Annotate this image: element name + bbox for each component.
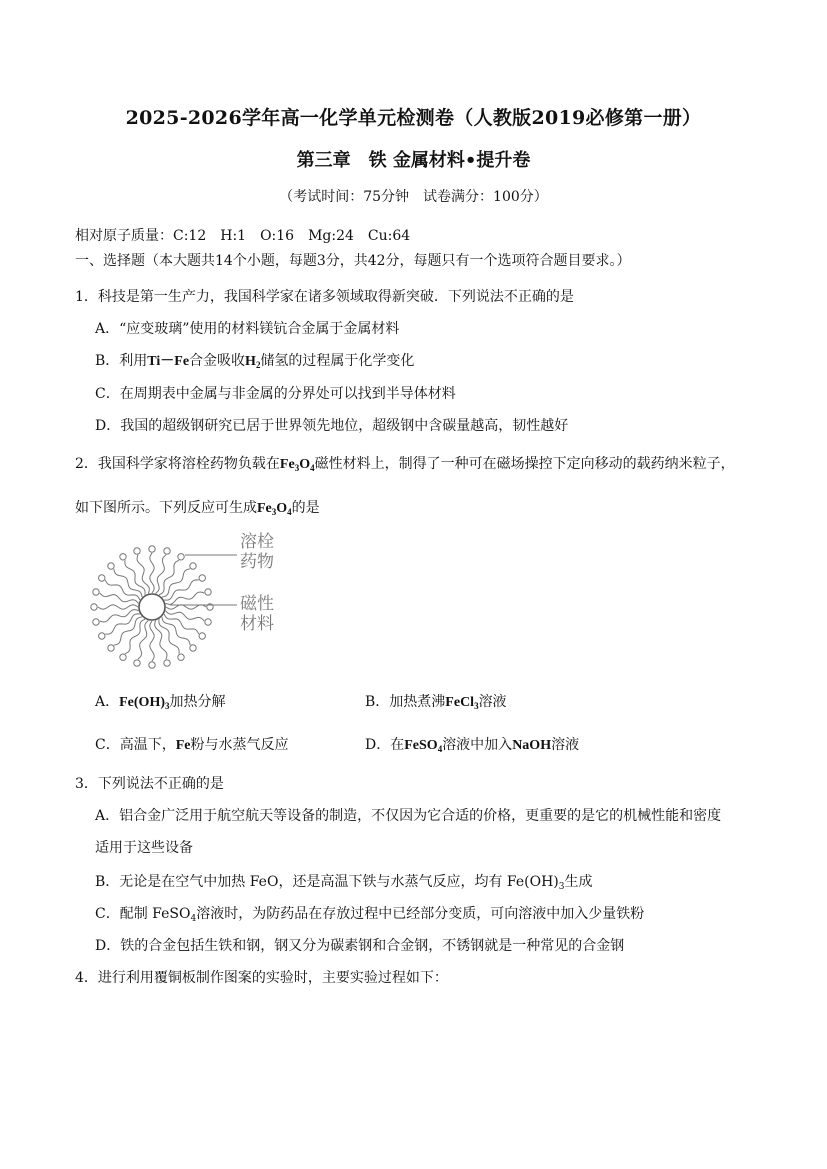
label-material-line2: 材料 xyxy=(240,614,274,634)
label-drug-line2: 药物 xyxy=(240,552,274,572)
q2-c-suffix: 粉与水蒸气反应 xyxy=(190,737,289,753)
drug-strand xyxy=(162,569,190,597)
q3-c-suffix: 溶液时，为防药品在存放过程中已经部分变质，可向溶液中加入少量铁粉 xyxy=(196,906,645,922)
drug-head xyxy=(205,619,211,625)
question-2-stem-line2 xyxy=(75,497,320,517)
drug-head xyxy=(178,554,184,560)
q2-stem2-suffix: 的是 xyxy=(291,500,320,516)
question-3-option-a-line1: A．铝合金广泛用于航空航天等设备的制造，不仅因为它合适的价格，更重要的是它的机械性能和密度 xyxy=(95,808,722,824)
q1-b-prefix: B．利用 xyxy=(95,353,148,369)
question-3-option-d: D．铁的合金包括生铁和钢，钢又分为碳素钢和合金钢，不锈钢就是一种常见的合金钢 xyxy=(95,938,625,954)
drug-head xyxy=(190,645,196,651)
q2-stem1-sub3: 3 xyxy=(294,463,300,473)
drug-strand xyxy=(98,605,138,609)
question-1-option-b xyxy=(95,350,414,370)
q3-b-text: B．无论是在空气中加热 FeO，还是高温下铁与水蒸气反应，均有 Fe(OH) xyxy=(95,874,559,890)
drug-head xyxy=(120,654,126,660)
q2-b-formula: FeCl xyxy=(445,695,475,710)
q2-stem2-prefix: 如下图所示。下列反应可生成 xyxy=(75,500,257,516)
nanoparticle-diagram xyxy=(80,525,300,680)
question-3-option-c xyxy=(95,903,644,923)
atomic-masses: 相对原子质量：C:12 H:1 O:16 Mg:24 Cu:64 xyxy=(75,228,411,244)
q1-b-formula-h2: H xyxy=(245,354,256,369)
drug-head xyxy=(99,633,105,639)
q2-stem1-suffix: 磁性材料上，制得了一种可在磁场操控下定向移动的载药纳米粒子， xyxy=(314,456,735,472)
question-3-stem: 3．下列说法不正确的是 xyxy=(75,776,224,792)
question-3-option-b xyxy=(95,871,592,891)
question-2-option-a xyxy=(95,691,226,711)
drug-head xyxy=(93,589,99,595)
q2-a-sub: 3 xyxy=(165,701,170,711)
drug-strand xyxy=(150,553,154,593)
question-2-option-d xyxy=(365,734,579,754)
drug-head xyxy=(178,654,184,660)
q2-d-formula: FeSO xyxy=(404,738,438,753)
label-material-line1: 磁性 xyxy=(240,594,274,614)
q2-stem1-prefix: 2．我国科学家将溶栓药物负载在 xyxy=(75,456,280,472)
drug-strand xyxy=(114,569,142,597)
q2-stem2-o: O xyxy=(276,501,288,516)
q1-b-suffix: 储氢的过程属于化学变化 xyxy=(260,353,415,369)
drug-head xyxy=(199,633,205,639)
drug-head xyxy=(164,660,170,666)
q2-d-sub: 4 xyxy=(437,744,443,754)
q2-c-formula: Fe xyxy=(175,738,191,753)
drug-head xyxy=(205,589,211,595)
q2-c-prefix: C．高温下， xyxy=(95,737,176,753)
drug-head xyxy=(149,546,155,552)
drug-head xyxy=(93,619,99,625)
question-2-option-c xyxy=(95,734,288,754)
q2-d-formula-naoh: NaOH xyxy=(512,738,552,753)
question-2-option-b xyxy=(365,691,507,711)
drug-strand xyxy=(114,617,142,645)
q2-b-prefix: B．加热煮沸 xyxy=(365,694,446,710)
q2-stem2-sub4: 4 xyxy=(287,507,292,517)
question-1-stem: 1．科技是第一生产力，我国科学家在诸多领域取得新突破．下列说法不正确的是 xyxy=(75,289,574,305)
q2-d-prefix: D．在 xyxy=(365,737,405,753)
drug-strand xyxy=(162,617,190,645)
drug-head xyxy=(108,645,114,651)
drug-head xyxy=(99,575,105,581)
drug-head xyxy=(190,563,196,569)
question-3-option-a-line2: 适用于这些设备 xyxy=(95,840,193,856)
exam-info: （考试时间：75分钟 试卷满分：100分） xyxy=(279,189,548,205)
q2-stem1-sub4: 4 xyxy=(310,463,315,473)
chapter-title: 第三章 铁 金属材料•提升卷 xyxy=(296,150,531,171)
q2-d-mid: 溶液中加入 xyxy=(442,737,513,753)
q1-b-formula-ti-fe: Ti－Fe xyxy=(147,354,190,369)
q1-b-formula-h2-sub: 2 xyxy=(255,360,261,370)
q3-b-suffix: 生成 xyxy=(564,874,593,890)
q3-c-prefix: C．配制 FeSO xyxy=(95,906,191,922)
q3-c-sub: 4 xyxy=(190,914,197,924)
q2-b-suffix: 溶液 xyxy=(478,694,507,710)
exam-title: 2025-2026学年高一化学单元检测卷（人教版2019必修第一册） xyxy=(125,107,702,129)
q2-d-suffix: 溶液 xyxy=(551,737,580,753)
drug-head xyxy=(120,554,126,560)
question-1-option-a: A．“应变玻璃”使用的材料镁钪合金属于金属材料 xyxy=(95,321,400,337)
drug-head xyxy=(149,662,155,668)
drug-head xyxy=(108,563,114,569)
q1-b-mid: 合金吸收 xyxy=(189,353,246,369)
q2-a-suffix: 加热分解 xyxy=(169,694,226,710)
q2-stem2-fe: Fe xyxy=(257,501,272,516)
drug-head xyxy=(134,548,140,554)
q3-b-sub: 3 xyxy=(558,882,565,892)
drug-head xyxy=(91,604,97,610)
section-heading: 一、选择题（本大题共14个小题，每题3分，共42分，每题只有一个选项符合题目要求。） xyxy=(75,253,631,269)
question-4-stem: 4．进行利用覆铜板制作图案的实验时，主要实验过程如下： xyxy=(75,970,448,986)
drug-head xyxy=(164,548,170,554)
q2-stem2-sub3: 3 xyxy=(271,507,277,517)
q2-a-formula: Fe(OH) xyxy=(119,695,165,710)
q2-stem1-fe: Fe xyxy=(279,457,295,472)
q2-stem1-o: O xyxy=(299,457,311,472)
question-1-option-c: C．在周期表中金属与非金属的分界处可以找到半导体材料 xyxy=(95,386,456,402)
question-2-stem-line1 xyxy=(75,453,735,473)
question-1-option-d: D．我国的超级钢研究已居于世界领先地位，超级钢中含碳量越高，韧性越好 xyxy=(95,418,569,434)
magnetic-core xyxy=(139,594,165,620)
drug-strand xyxy=(150,621,154,661)
drug-head xyxy=(199,575,205,581)
q2-b-sub: 3 xyxy=(474,701,479,711)
drug-head xyxy=(134,660,140,666)
label-drug-line1: 溶栓 xyxy=(240,532,274,552)
q2-a-prefix: A． xyxy=(95,694,120,710)
